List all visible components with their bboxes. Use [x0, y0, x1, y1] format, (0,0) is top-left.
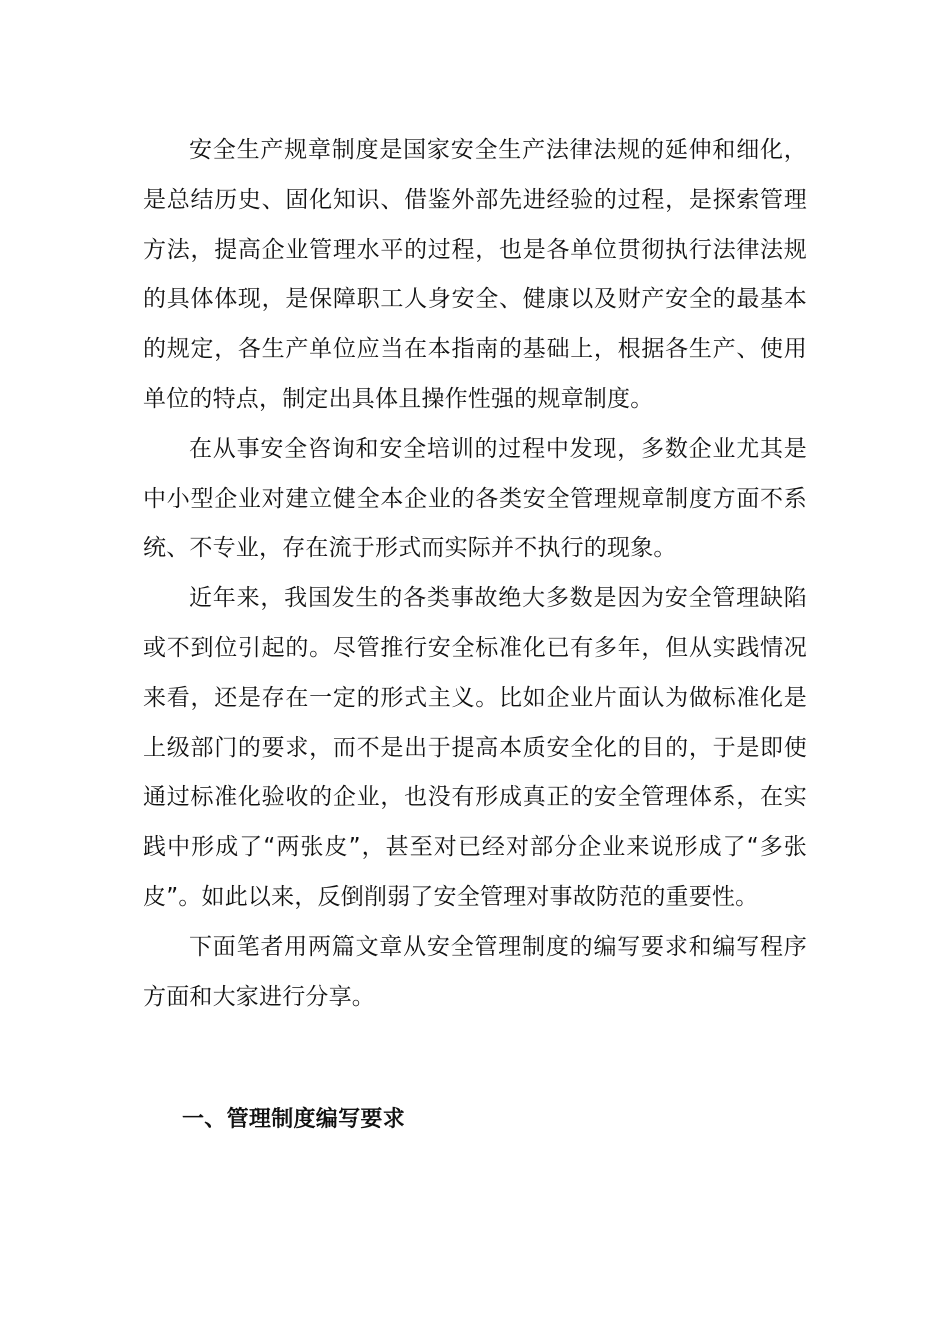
- paragraph-2: 在从事安全咨询和安全培训的过程中发现，多数企业尤其是中小型企业对建立健全本企业的各类安全管理规章制度方面不系统、不专业，存在流于形式而实际并不执行的现象。: [143, 435, 807, 562]
- document-body: [143, 126, 807, 1022]
- paragraph-1: 安全生产规章制度是国家安全生产法律法规的延伸和细化，是总结历史、固化知识、借鉴外部先进经验的过程，是探索管理方法，提高企业管理水平的过程，也是各单位贯彻执行法律法规的具体体现，是保障职工人身安全、健康以及财产安全的最基本的规定，各生产单位应当在本指南的基础上，根据各生产、使用单位的特点，制定出具体且操作性强的规章制度。: [143, 137, 807, 412]
- section-heading: 一、管理制度编写要求: [182, 1107, 406, 1132]
- paragraph-4: 下面笔者用两篇文章从安全管理制度的编写要求和编写程序方面和大家进行分享。: [143, 933, 807, 1010]
- paragraph-3: 近年来，我国发生的各类事故绝大多数是因为安全管理缺陷或不到位引起的。尽管推行安全标准化已有多年，但从实践情况来看，还是存在一定的形式主义。比如企业片面认为做标准化是上级部门的要求，而不是出于提高本质安全化的目的，于是即使通过标准化验收的企业，也没有形成真正的安全管理体系，在实践中形成了“两张皮”，甚至对已经对部分企业来说形成了“多张皮”。如此以来，反倒削弱了安全管理对事故防范的重要性。: [143, 585, 807, 910]
